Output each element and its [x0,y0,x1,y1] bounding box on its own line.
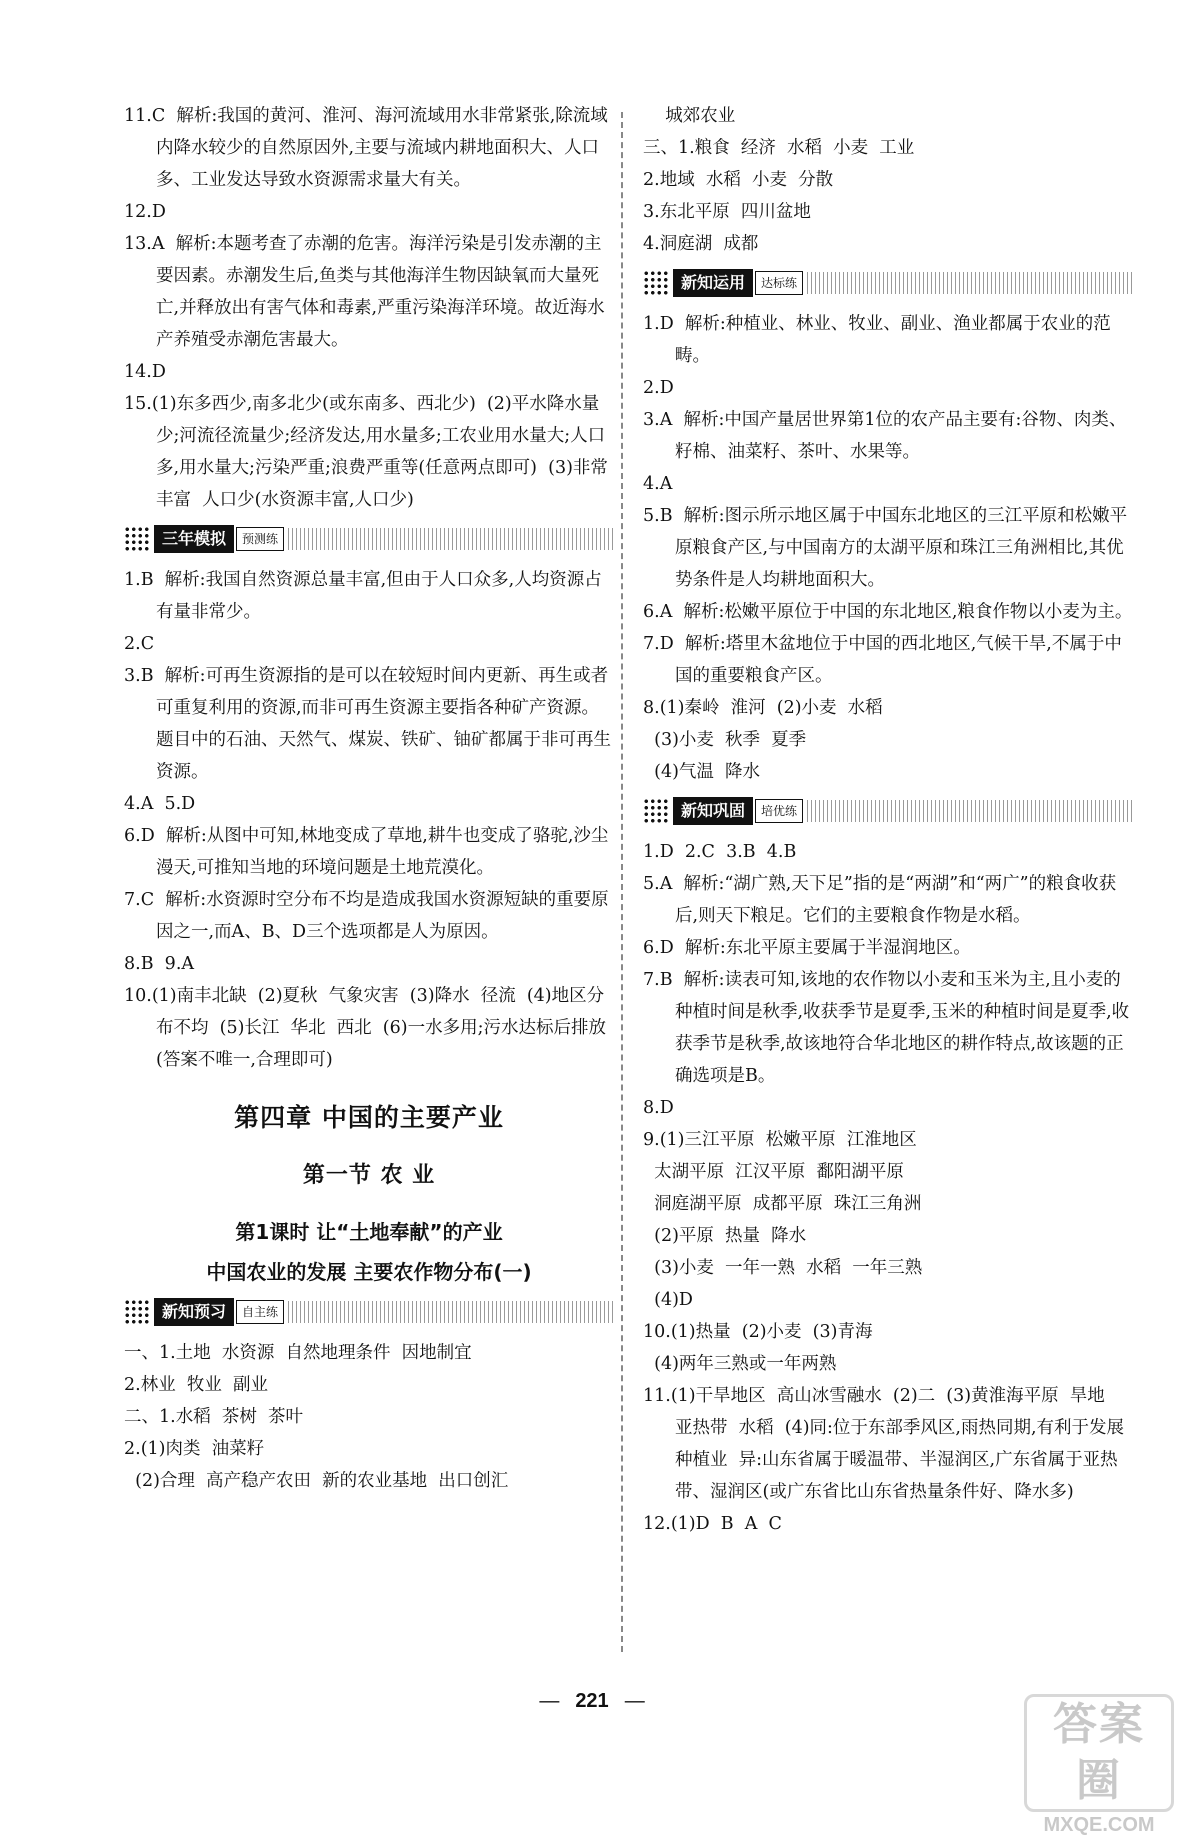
answer-item: 2.(1)肉类 油菜籽 [124,1439,265,1459]
banner-title: 新知巩固 [673,797,753,825]
answer-item: 二、1.水稻 茶树 茶叶 [124,1407,303,1427]
page-footer [0,1690,1184,1713]
answer-item: 太湖平原 江汉平原 鄱阳湖平原 [643,1162,904,1182]
section-title: 第一节 农 业 [302,1163,436,1188]
footer-dash-right: — [624,1690,645,1712]
answer-item: 12.D [124,202,166,222]
answer-item: 6.D 解析:从图中可知,林地变成了草地,耕牛也变成了骆驼,沙尘漫天,可推知当地的环境问题是土地荒漠化。 [124,826,609,878]
watermark-logo [1024,1694,1174,1836]
section-banner-xinzhi-yunyong [643,268,1133,298]
lesson-title: 第1课时 让“土地奉献”的产业 [235,1220,503,1244]
banner-title: 新知预习 [154,1298,234,1326]
lesson-subtitle: 中国农业的发展 主要农作物分布(一) [206,1260,532,1284]
answer-item: 3.A 解析:中国产量居世界第1位的农产品主要有:谷物、肉类、籽棉、油菜籽、茶叶、水果等。 [643,410,1127,462]
answer-item: 2.林业 牧业 副业 [124,1375,268,1395]
answer-item: 8.(1)秦岭 淮河 (2)小麦 水稻 [643,698,883,718]
answer-item: 一、1.土地 水资源 自然地理条件 因地制宜 [124,1343,472,1363]
answer-item: 7.B 解析:读表可知,该地的农作物以小麦和玉米为主,且小麦的种植时间是秋季,收获季节是夏季,玉米的种植时间是夏季,收获季节是秋季,故该地符合华北地区的耕作特点,故该题的正确选项是B。 [643,970,1130,1086]
answer-item: 城郊农业 [643,106,736,126]
answer-item: 7.C 解析:水资源时空分布不均是造成我国水资源短缺的重要原因之一,而A、B、D三个选项都是人为原因。 [124,890,609,942]
answer-item: 14.D [124,362,166,382]
banner-rule [288,528,614,550]
dot-grid-icon [643,798,669,824]
banner-rule [807,800,1133,822]
answer-item: 4.洞庭湖 成都 [643,234,759,254]
answer-item: 9.(1)三江平原 松嫩平原 江淮地区 [643,1130,917,1150]
answer-item: (3)小麦 秋季 夏季 [643,730,807,750]
banner-subtitle: 培优练 [755,799,803,823]
watermark-logo-text: 答案圈 [1024,1694,1174,1812]
answer-item: 3.B 解析:可再生资源指的是可以在较短时间内更新、再生或者可重复利用的资源,而非可再生资源主要指各种矿产资源。题目中的石油、天然气、煤炭、铁矿、铀矿都属于非可再生资源。 [124,666,611,782]
watermark-url: MXQE.COM [1043,1814,1155,1836]
banner-subtitle: 达标练 [755,271,803,295]
answer-item: (4)两年三熟或一年两熟 [643,1354,837,1374]
answer-item: 5.B 解析:图示所示地区属于中国东北地区的三江平原和松嫩平原粮食产区,与中国南方的太湖平原和珠江三角洲相比,其优势条件是人均耕地面积大。 [643,506,1128,590]
answer-item: 6.A 解析:松嫩平原位于中国的东北地区,粮食作物以小麦为主。 [643,602,1133,622]
banner-rule [288,1301,614,1323]
answer-item: 15.(1)东多西少,南多北少(或东南多、西北少) (2)平水降水量少;河流径流量少;经济发达,用水量多;工农业用水量大;人口多,用水量大;污染严重;浪费严重等(任意两点即可) (3)非常丰富 人口少(水资源丰富,人口少) [124,394,608,510]
left-column [124,100,614,1497]
chapter-title: 第四章 中国的主要产业 [234,1103,504,1132]
answer-item: (2)平原 热量 降水 [643,1226,807,1246]
section-banner-xinzhi-gonggu [643,796,1133,826]
answer-item: 1.D 2.C 3.B 4.B [643,842,797,862]
answer-item: 3.东北平原 四川盆地 [643,202,811,222]
banner-subtitle: 自主练 [236,1300,284,1324]
answer-item: 2.D [643,378,674,398]
answer-item: (2)合理 高产稳产农田 新的农业基地 出口创汇 [124,1471,509,1491]
answer-item: 1.D 解析:种植业、林业、牧业、副业、渔业都属于农业的范畴。 [643,314,1111,366]
dot-grid-icon [124,526,150,552]
answer-item: 10.(1)南丰北缺 (2)夏秋 气象灾害 (3)降水 径流 (4)地区分布不均 (5)长江 华北 西北 (6)一水多用;污水达标后排放(答案不唯一,合理即可) [124,986,606,1070]
answer-item: 2.地域 水稻 小麦 分散 [643,170,834,190]
answer-item: (4)气温 降水 [643,762,761,782]
right-column [643,100,1133,1540]
answer-item: 10.(1)热量 (2)小麦 (3)青海 [643,1322,873,1342]
answer-item: 4.A [643,474,673,494]
answer-item: 2.C [124,634,155,654]
banner-subtitle: 预测练 [236,527,284,551]
answer-item: 1.B 解析:我国自然资源总量丰富,但由于人口众多,人均资源占有量非常少。 [124,570,602,622]
dot-grid-icon [124,1299,150,1325]
section-banner-sannian-moni [124,524,614,554]
section-banner-xinzhi-yuxi [124,1297,614,1327]
answer-item: 三、1.粮食 经济 水稻 小麦 工业 [643,138,915,158]
answer-item: 8.D [643,1098,674,1118]
answer-item: (4)D [643,1290,693,1310]
answer-item: 7.D 解析:塔里木盆地位于中国的西北地区,气候干旱,不属于中国的重要粮食产区。 [643,634,1122,686]
answer-item: 11.(1)干旱地区 高山冰雪融水 (2)二 (3)黄淮海平原 旱地 亚热带 水稻 (4)同:位于东部季风区,雨热同期,有利于发展种植业 异:山东省属于暖温带、半湿润区,广东省属于亚热带、湿润区(或广东省比山东省热量条件好、降水多) [643,1386,1125,1502]
answer-item: 11.C 解析:我国的黄河、淮河、海河流域用水非常紧张,除流域内降水较少的自然原因外,主要与流域内耕地面积大、人口多、工业发达导致水资源需求量大有关。 [124,106,608,190]
answer-item: 4.A 5.D [124,794,196,814]
dot-grid-icon [643,270,669,296]
answer-item: 洞庭湖平原 成都平原 珠江三角洲 [643,1194,922,1214]
answer-item: 5.A 解析:“湖广熟,天下足”指的是“两湖”和“两广”的粮食收获后,则天下粮足。它们的主要粮食作物是水稻。 [643,874,1117,926]
answer-item: 8.B 9.A [124,954,195,974]
answer-item: 12.(1)D B A C [643,1514,782,1534]
footer-dash-left: — [539,1690,560,1712]
banner-title: 三年模拟 [154,525,234,553]
banner-title: 新知运用 [673,269,753,297]
column-divider [621,112,623,1652]
banner-rule [807,272,1133,294]
answer-item: (3)小麦 一年一熟 水稻 一年三熟 [643,1258,923,1278]
answer-item: 13.A 解析:本题考查了赤潮的危害。海洋污染是引发赤潮的主要因素。赤潮发生后,鱼类与其他海洋生物因缺氧而大量死亡,并释放出有害气体和毒素,严重污染海洋环境。故近海水产养殖受赤潮危害最大。 [124,234,605,350]
page-number: 221 [575,1690,609,1712]
answer-item: 6.D 解析:东北平原主要属于半湿润地区。 [643,938,971,958]
